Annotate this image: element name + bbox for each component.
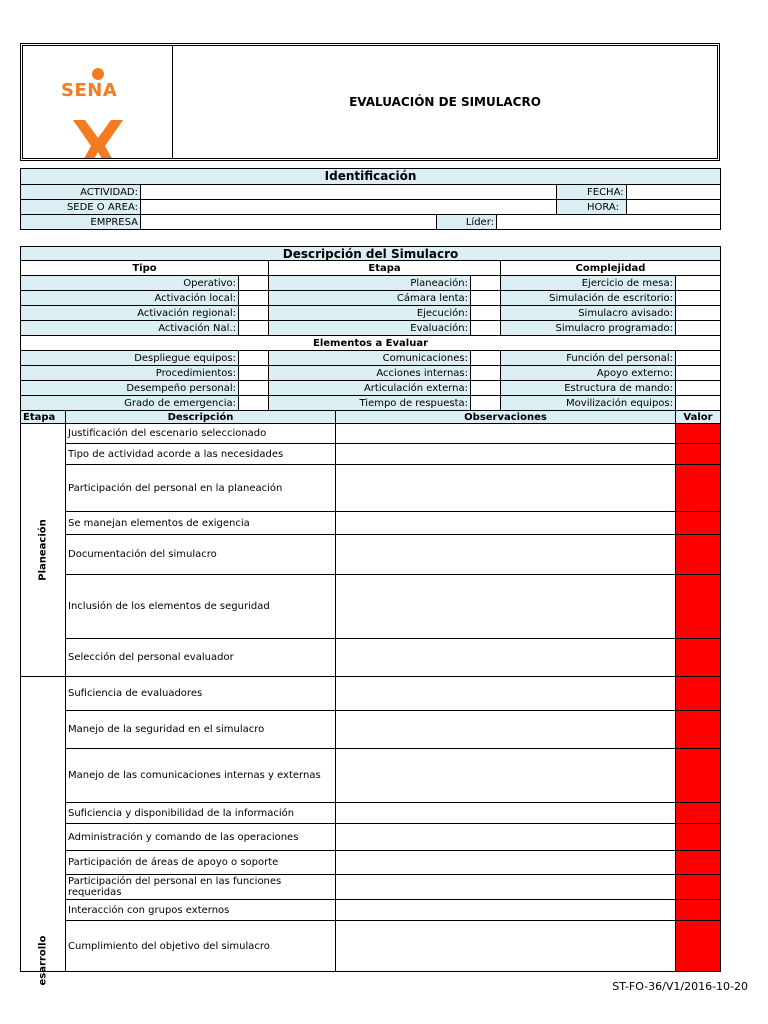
valor-cell[interactable] (676, 749, 721, 803)
check-cell[interactable] (239, 366, 269, 381)
elemento-label: Procedimientos: (21, 366, 239, 381)
item-description: Cumplimiento del objetivo del simulacro (66, 921, 336, 972)
elemento-label: Estructura de mando: (501, 381, 676, 396)
stage-planeacion (21, 424, 66, 677)
etapa-label: Cámara lenta: (269, 291, 471, 306)
elemento-label: Articulación externa: (269, 381, 471, 396)
actividad-field[interactable] (141, 185, 557, 200)
identificacion-table (20, 168, 721, 230)
check-cell[interactable] (471, 276, 501, 291)
complejidad-label: Simulacro avisado: (501, 306, 676, 321)
fecha-field[interactable] (627, 185, 721, 200)
descripcion-title: Descripción del Simulacro (21, 247, 721, 261)
header-descripcion: Descripción (66, 411, 336, 424)
check-cell[interactable] (676, 351, 721, 366)
check-cell[interactable] (676, 381, 721, 396)
valor-cell[interactable] (676, 639, 721, 677)
fecha-label: FECHA: (557, 185, 627, 200)
valor-cell[interactable] (676, 677, 721, 711)
check-cell[interactable] (239, 396, 269, 411)
descripcion-table (20, 246, 721, 411)
item-description: Interacción con grupos externos (66, 900, 336, 921)
item-description: Manejo de las comunicaciones internas y externas (66, 749, 336, 803)
item-description: Selección del personal evaluador (66, 639, 336, 677)
complejidad-header: Complejidad (501, 261, 721, 276)
observaciones-field[interactable] (336, 465, 676, 512)
document-header (20, 43, 720, 161)
valor-cell[interactable] (676, 851, 721, 875)
observaciones-field[interactable] (336, 875, 676, 900)
etapa-label: Planeación: (269, 276, 471, 291)
check-cell[interactable] (676, 306, 721, 321)
elemento-label: Apoyo externo: (501, 366, 676, 381)
stage-desarrollo-label: esarrollo (37, 935, 49, 986)
item-description: Justificación del escenario seleccionado (66, 424, 336, 444)
item-description: Suficiencia y disponibilidad de la información (66, 803, 336, 824)
observaciones-field[interactable] (336, 444, 676, 465)
complejidad-label: Ejercicio de mesa: (501, 276, 676, 291)
elemento-label: Función del personal: (501, 351, 676, 366)
observaciones-field[interactable] (336, 711, 676, 749)
elemento-label: Despliegue equipos: (21, 351, 239, 366)
actividad-label: ACTIVIDAD: (21, 185, 141, 200)
item-description: Administración y comando de las operaciones (66, 824, 336, 851)
observaciones-field[interactable] (336, 900, 676, 921)
item-description: Suficiencia de evaluadores (66, 677, 336, 711)
check-cell[interactable] (471, 321, 501, 336)
check-cell[interactable] (676, 321, 721, 336)
check-cell[interactable] (239, 276, 269, 291)
item-description: Documentación del simulacro (66, 535, 336, 575)
stage-desarrollo (21, 677, 66, 986)
valor-cell[interactable] (676, 465, 721, 512)
check-cell[interactable] (471, 381, 501, 396)
observaciones-field[interactable] (336, 824, 676, 851)
etapa-label: Ejecución: (269, 306, 471, 321)
sena-logo (23, 46, 173, 158)
elemento-label: Acciones internas: (269, 366, 471, 381)
check-cell[interactable] (471, 351, 501, 366)
sede-field[interactable] (141, 200, 557, 215)
check-cell[interactable] (676, 276, 721, 291)
header-valor: Valor (676, 411, 721, 424)
check-cell[interactable] (471, 366, 501, 381)
lider-field[interactable] (497, 215, 721, 230)
stage-planeacion-label: Planeación (37, 519, 49, 581)
valor-cell[interactable] (676, 900, 721, 921)
observaciones-field[interactable] (336, 639, 676, 677)
valor-cell[interactable] (676, 921, 721, 972)
observaciones-field[interactable] (336, 512, 676, 535)
check-cell[interactable] (239, 351, 269, 366)
valor-cell[interactable] (676, 875, 721, 900)
sede-label: SEDE O AREA: (21, 200, 141, 215)
observaciones-field[interactable] (336, 749, 676, 803)
hora-label: HORA: (557, 200, 627, 215)
tipo-label: Operativo: (21, 276, 239, 291)
check-cell[interactable] (676, 291, 721, 306)
observaciones-field[interactable] (336, 921, 676, 972)
elementos-title: Elementos a Evaluar (21, 336, 721, 351)
tipo-label: Activación regional: (21, 306, 239, 321)
etapa-label: Evaluación: (269, 321, 471, 336)
title-cell (173, 46, 717, 158)
check-cell[interactable] (471, 306, 501, 321)
valor-cell[interactable] (676, 803, 721, 824)
valor-cell[interactable] (676, 424, 721, 444)
check-cell[interactable] (239, 291, 269, 306)
observaciones-field[interactable] (336, 851, 676, 875)
hora-field[interactable] (627, 200, 721, 215)
check-cell[interactable] (676, 396, 721, 411)
tipo-header: Tipo (21, 261, 269, 276)
elemento-label: Comunicaciones: (269, 351, 471, 366)
page-title: EVALUACIÓN DE SIMULACRO (349, 95, 541, 109)
elemento-label: Grado de emergencia: (21, 396, 239, 411)
item-description: Manejo de la seguridad en el simulacro (66, 711, 336, 749)
header-observaciones: Observaciones (336, 411, 676, 424)
item-description: Participación del personal en las funciones requeridas (66, 875, 336, 900)
check-cell[interactable] (676, 366, 721, 381)
empresa-label: EMPRESA (21, 215, 141, 230)
item-description: Participación del personal en la planeación (66, 465, 336, 512)
observaciones-field[interactable] (336, 535, 676, 575)
valor-cell[interactable] (676, 575, 721, 639)
complejidad-label: Simulacro programado: (501, 321, 676, 336)
item-description: Tipo de actividad acorde a las necesidades (66, 444, 336, 465)
logo-cell (23, 46, 173, 158)
header-etapa: Etapa (21, 411, 66, 424)
valor-cell[interactable] (676, 535, 721, 575)
check-cell[interactable] (471, 396, 501, 411)
document-code: ST-FO-36/V1/2016-10-20 (612, 980, 748, 993)
elemento-label: Tiempo de respuesta: (269, 396, 471, 411)
valor-cell[interactable] (676, 512, 721, 535)
valor-cell[interactable] (676, 711, 721, 749)
observaciones-field[interactable] (336, 575, 676, 639)
elemento-label: Movilización equipos: (501, 396, 676, 411)
tipo-label: Activación Nal.: (21, 321, 239, 336)
item-description: Participación de áreas de apoyo o soporte (66, 851, 336, 875)
elemento-label: Desempeño personal: (21, 381, 239, 396)
complejidad-label: Simulación de escritorio: (501, 291, 676, 306)
item-description: Inclusión de los elementos de seguridad (66, 575, 336, 639)
valor-cell[interactable] (676, 824, 721, 851)
check-cell[interactable] (239, 321, 269, 336)
check-cell[interactable] (471, 291, 501, 306)
tipo-label: Activación local: (21, 291, 239, 306)
lider-label: Líder: (437, 215, 497, 230)
observaciones-field[interactable] (336, 803, 676, 824)
empresa-field[interactable] (141, 215, 437, 230)
valor-cell[interactable] (676, 444, 721, 465)
check-cell[interactable] (239, 306, 269, 321)
item-description: Se manejan elementos de exigencia (66, 512, 336, 535)
identificacion-title: Identificación (21, 169, 721, 185)
check-cell[interactable] (239, 381, 269, 396)
etapa-header: Etapa (269, 261, 501, 276)
evaluacion-table (20, 410, 721, 986)
observaciones-field[interactable] (336, 424, 676, 444)
logo-text: SENA (61, 80, 118, 101)
observaciones-field[interactable] (336, 677, 676, 711)
